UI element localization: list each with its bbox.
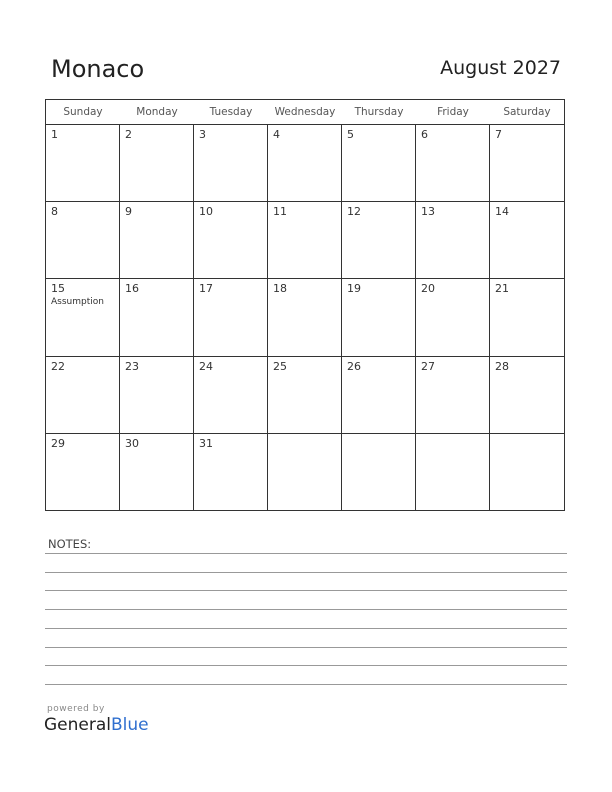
day-cell bbox=[46, 125, 120, 202]
notes-line bbox=[45, 572, 567, 573]
day-cell bbox=[46, 357, 120, 434]
day-number: 23 bbox=[125, 359, 139, 373]
weekday-tuesday: Tuesday bbox=[209, 106, 253, 118]
notes-line bbox=[45, 684, 567, 685]
day-cell bbox=[194, 357, 268, 434]
notes-label: NOTES: bbox=[48, 537, 92, 551]
day-cell bbox=[268, 434, 342, 511]
brand-blue: Blue bbox=[111, 715, 149, 735]
weekday-header-row bbox=[46, 100, 564, 125]
calendar-grid bbox=[45, 99, 565, 511]
day-number: 24 bbox=[199, 359, 213, 373]
powered-by-text: powered by bbox=[47, 704, 105, 714]
country-title: Monaco bbox=[51, 55, 145, 83]
day-cell bbox=[194, 125, 268, 202]
day-cell bbox=[490, 434, 564, 511]
day-number: 19 bbox=[347, 282, 361, 296]
day-number: 13 bbox=[421, 205, 435, 219]
weekday-wednesday: Wednesday bbox=[274, 106, 336, 118]
day-number: 21 bbox=[495, 282, 509, 296]
notes-line bbox=[45, 628, 567, 629]
day-cell bbox=[268, 125, 342, 202]
day-cell bbox=[120, 125, 194, 202]
day-number: 27 bbox=[421, 359, 435, 373]
day-cell bbox=[194, 202, 268, 279]
day-number: 14 bbox=[495, 205, 509, 219]
day-cell bbox=[268, 279, 342, 356]
day-cell bbox=[194, 434, 268, 511]
day-number: 6 bbox=[421, 128, 428, 141]
day-cell bbox=[490, 279, 564, 356]
day-number: 17 bbox=[199, 282, 213, 296]
day-number: 30 bbox=[125, 436, 139, 450]
day-cell bbox=[120, 279, 194, 356]
weekday-saturday: Saturday bbox=[503, 106, 551, 118]
day-number: 31 bbox=[199, 436, 213, 450]
notes-line bbox=[45, 665, 567, 666]
day-number: 16 bbox=[125, 282, 139, 296]
day-number: 11 bbox=[273, 205, 287, 219]
notes-line bbox=[45, 609, 567, 610]
notes-line bbox=[45, 553, 567, 554]
day-cell bbox=[490, 357, 564, 434]
weekday-thursday: Thursday bbox=[354, 106, 404, 118]
day-cell bbox=[342, 125, 416, 202]
day-number: 18 bbox=[273, 282, 287, 296]
day-number: 15 bbox=[51, 282, 65, 296]
brand-general: General bbox=[44, 715, 111, 735]
day-cell bbox=[46, 202, 120, 279]
notes-line bbox=[45, 647, 567, 648]
day-number: 25 bbox=[273, 359, 287, 373]
day-cell bbox=[342, 434, 416, 511]
day-number: 9 bbox=[125, 205, 132, 219]
day-cell bbox=[416, 434, 490, 511]
day-number: 22 bbox=[51, 359, 65, 373]
days-grid bbox=[46, 125, 564, 511]
day-number: 29 bbox=[51, 436, 65, 450]
weekday-friday: Friday bbox=[437, 106, 469, 118]
day-cell bbox=[416, 202, 490, 279]
day-number: 26 bbox=[347, 359, 361, 373]
day-cell bbox=[120, 434, 194, 511]
day-number: 1 bbox=[51, 128, 58, 141]
day-cell bbox=[342, 357, 416, 434]
day-cell bbox=[46, 434, 120, 511]
day-number: 10 bbox=[199, 205, 213, 219]
day-cell bbox=[120, 202, 194, 279]
day-number: 3 bbox=[199, 128, 206, 141]
day-number: 2 bbox=[125, 128, 132, 141]
weekday-sunday: Sunday bbox=[63, 106, 103, 118]
day-cell bbox=[490, 125, 564, 202]
day-number: 5 bbox=[347, 128, 354, 141]
day-number: 7 bbox=[495, 128, 502, 141]
day-number: 20 bbox=[421, 282, 435, 296]
day-cell bbox=[268, 202, 342, 279]
month-year-title: August 2027 bbox=[440, 57, 561, 79]
generalblue-logo bbox=[44, 704, 149, 735]
day-cell bbox=[416, 279, 490, 356]
day-cell bbox=[416, 125, 490, 202]
day-number: 8 bbox=[51, 205, 58, 219]
day-cell bbox=[46, 279, 120, 356]
day-cell bbox=[490, 202, 564, 279]
day-cell bbox=[120, 357, 194, 434]
day-number: 12 bbox=[347, 205, 361, 219]
day-number: 4 bbox=[273, 128, 280, 141]
day-cell bbox=[342, 279, 416, 356]
notes-line bbox=[45, 590, 567, 591]
day-cell bbox=[342, 202, 416, 279]
holiday-label: Assumption bbox=[51, 297, 104, 308]
day-cell bbox=[416, 357, 490, 434]
day-cell bbox=[194, 279, 268, 356]
brand-name bbox=[44, 715, 149, 735]
weekday-monday: Monday bbox=[136, 106, 178, 118]
day-number: 28 bbox=[495, 359, 509, 373]
day-cell bbox=[268, 357, 342, 434]
